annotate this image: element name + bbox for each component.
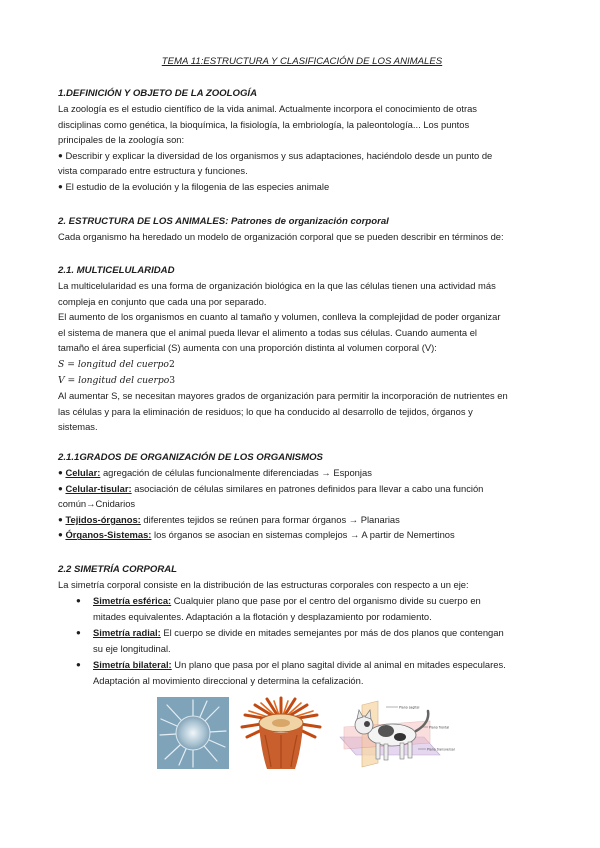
section-2-1-text-b bbox=[58, 388, 546, 435]
paragraph-line: La multicelularidad es una forma de organización biológica en la que las células tienen una actividad más bbox=[58, 280, 496, 291]
paragraph-line: vista comparado entre estructura y funciones. bbox=[58, 165, 248, 177]
page-title: TEMA 11:ESTRUCTURA Y CLASIFICACIÓN DE LOS ANIMALES bbox=[161, 56, 443, 67]
list-item: ● Celular: agregación de células funcionalmente diferenciadas → Esponjas bbox=[58, 467, 372, 478]
bullet-icon: ● bbox=[58, 181, 63, 191]
formula-surface: S = longitud del cuerpo2 bbox=[58, 359, 175, 370]
paragraph-line: La simetría corporal consiste en la distribución de las estructuras corporales con respecto a un eje: bbox=[58, 579, 469, 590]
paragraph-line: Al aumentar S, se necesitan mayores grados de organización para permitir la incorporación de nutrientes en bbox=[58, 390, 508, 401]
bullet-icon: ● bbox=[76, 596, 81, 605]
sea-anemone-image bbox=[237, 695, 325, 773]
cat-planes-icon bbox=[334, 697, 455, 769]
section-2-1-1-heading: 2.1.1GRADOS DE ORGANIZACIÓN DE LOS ORGANISMOS bbox=[58, 452, 323, 463]
formula-volume: V = longitud del cuerpo3 bbox=[58, 375, 176, 386]
paragraph-line: el sistema de manera que el animal pueda llevar el alimento a todas sus células. Cuando aumenta el bbox=[58, 326, 477, 338]
bullet-icon: ● bbox=[58, 530, 63, 540]
paragraph-line: compleja en conjunto que cada una por separado. bbox=[58, 295, 267, 307]
bullet-text: Describir y explicar la diversidad de los organismos y sus adaptaciones, haciéndolo desde un punto de bbox=[65, 149, 493, 161]
symmetry-item-radial: ● Simetría radial: El cuerpo se divide en mitades semejantes por más de dos planos que contengan su eje longitudinal. bbox=[76, 627, 504, 654]
symmetry-item-spherical: ● Simetría esférica: Cualquier plano que pase por el centro del organismo divide su cuerpo en mitades equivalentes. Adaptación a la flotación y desplazamiento por rodamiento. bbox=[76, 595, 481, 622]
cat-label-frontal: Plano frontal bbox=[429, 725, 450, 730]
cat-label-transverse: Plano transversal bbox=[427, 747, 455, 752]
cat-label-sagittal: Plano sagital bbox=[399, 705, 420, 710]
paragraph-line: Cada organismo ha heredado un modelo de organización corporal que se pueden describir en términos de: bbox=[58, 231, 504, 242]
list-item: ● Tejidos-órganos: diferentes tejidos se reúnen para formar órganos → Planarias bbox=[58, 513, 400, 525]
list-item-continuation: común→Cnidarios bbox=[58, 498, 136, 510]
section-2-heading: 2. ESTRUCTURA DE LOS ANIMALES: Patrones de organización corporal bbox=[58, 216, 389, 227]
paragraph-line: sistemas. bbox=[58, 421, 98, 433]
bullet-item bbox=[58, 148, 546, 164]
organization-list bbox=[58, 465, 546, 543]
paragraph-line: La zoología es el estudio científico de la vida animal. Actualmente incorpora el conocimiento de otras bbox=[58, 103, 477, 114]
section-2-1-text-a bbox=[58, 278, 546, 356]
bilateral-cat-diagram bbox=[334, 697, 455, 769]
paragraph-line: tamaño el área superficial (S) aumenta con una proporción distinta al volumen corporal (V): bbox=[58, 342, 437, 354]
section-2-1-heading: 2.1. MULTICELULARIDAD bbox=[58, 265, 175, 276]
section-2-2-heading: 2.2 SIMETRÍA CORPORAL bbox=[58, 564, 178, 575]
bullet-icon: ● bbox=[76, 660, 81, 669]
bullet-icon: ● bbox=[76, 628, 81, 637]
radiolarian-icon bbox=[157, 697, 229, 769]
section-1-text bbox=[58, 101, 546, 195]
bullet-text: El estudio de la evolución y la filogenia de las especies animale bbox=[65, 180, 330, 192]
bullet-icon: ● bbox=[58, 514, 63, 524]
paragraph-line: El aumento de los organismos en cuanto al tamaño y volumen, conlleva la complejidad de poder organizar bbox=[58, 311, 501, 323]
paragraph-line: las células y para la eliminación de residuos; lo que ha conducido al desarrollo de tejidos, órganos y bbox=[58, 405, 473, 417]
section-1-heading: 1.DEFINICIÓN Y OBJETO DE LA ZOOLOGÍA bbox=[58, 88, 258, 99]
bullet-item bbox=[58, 179, 546, 195]
section-2-text bbox=[58, 229, 546, 245]
symmetry-item-bilateral: ● Simetría bilateral: Un plano que pasa por el plano sagital divide al animal en mitades especulares. Adaptación al movimiento direccional y determina la cefalización. bbox=[76, 659, 506, 686]
paragraph-line: disciplinas como genética, la bioquímica, la fisiología, la embriología, la paleontología... Los puntos bbox=[58, 118, 470, 130]
list-item: ● Órganos-Sistemas: los órganos se asocian en sistemas complejos → A partir de Nemertinos bbox=[58, 529, 455, 541]
bullet-icon: ● bbox=[58, 483, 63, 493]
radiolarian-image bbox=[157, 697, 229, 769]
sea-anemone-icon bbox=[237, 695, 325, 773]
bullet-icon: ● bbox=[58, 468, 63, 477]
bullet-icon: ● bbox=[58, 150, 63, 160]
list-item: ● Celular-tisular: asociación de células similares en patrones definidos para llevar a cabo una función bbox=[58, 482, 484, 494]
section-2-2-text bbox=[58, 577, 546, 593]
paragraph-line: principales de la zoología son: bbox=[58, 134, 185, 146]
